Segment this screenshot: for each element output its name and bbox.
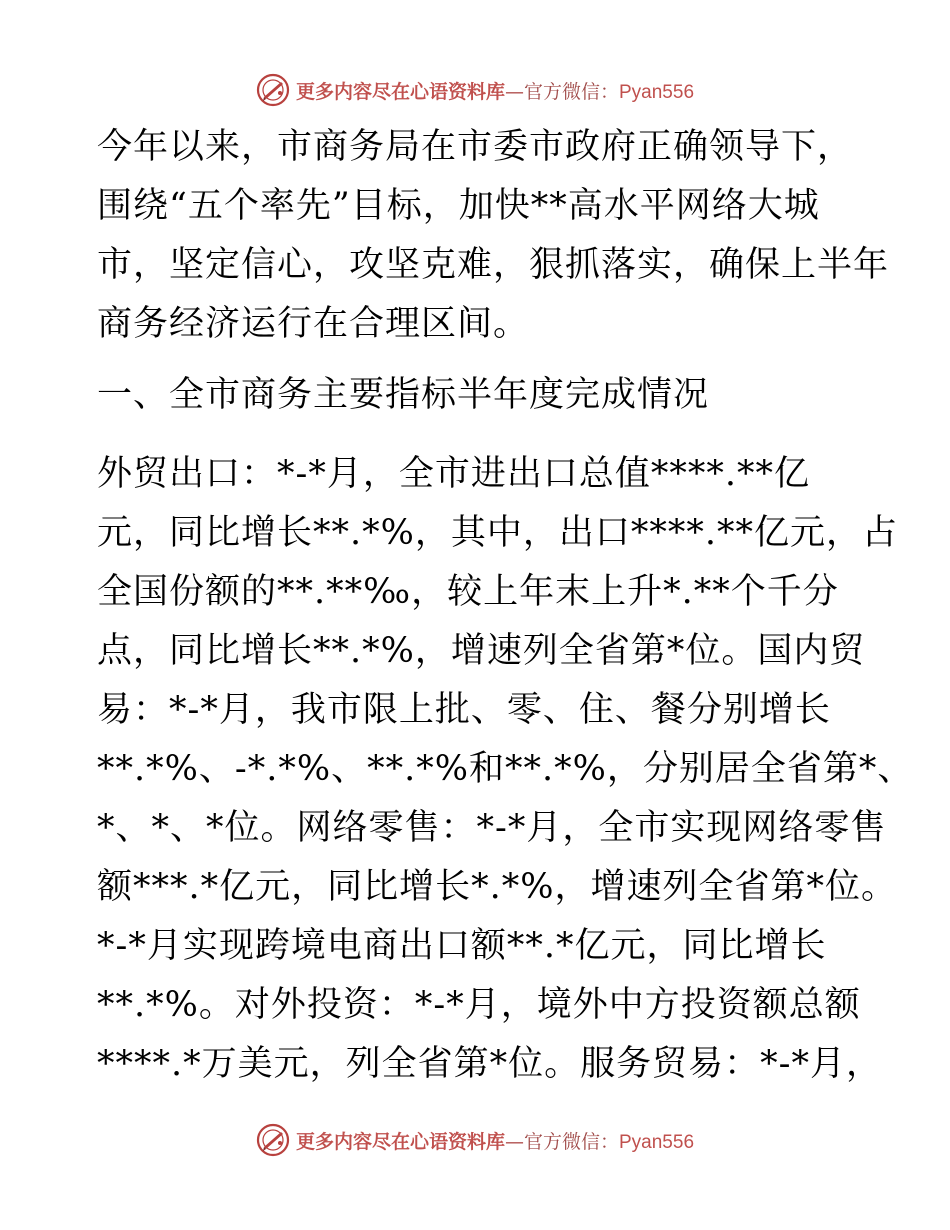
body-line: ****.*万美元，列全省第*位。服务贸易：*-*月， (97, 1044, 882, 1084)
intro-line: 围绕“五个率先”目标，加快**高水平网络大城 (97, 186, 820, 226)
watermark-wechat-id: Pyan556 (619, 81, 695, 103)
intro-line: 今年以来，市商务局在市委市政府正确领导下， (97, 127, 854, 167)
body-line: *、*、*位。网络零售：*-*月，全市实现网络零售 (97, 808, 887, 848)
body-line: 易：*-*月，我市限上批、零、住、餐分别增长 (97, 690, 831, 730)
watermark-dash: — (504, 1130, 524, 1153)
body-line: 全国份额的**.**‰，较上年末上升*.**个千分 (97, 572, 839, 612)
watermark-brand: 更多内容尽在心语资料库 (295, 80, 505, 103)
body-line: **.*%。对外投资：*-*月，境外中方投资额总额 (97, 985, 861, 1025)
intro-line: 商务经济运行在合理区间。 (97, 304, 530, 344)
body-line: **.*%、-*.*%、**.*%和**.*%，分别居全省第*、 (97, 749, 914, 789)
body-line: 点，同比增长**.*%，增速列全省第*位。国内贸 (97, 631, 866, 671)
header-watermark (0, 70, 950, 110)
watermark-wechat-id: Pyan556 (619, 1131, 695, 1153)
watermark-text (296, 1127, 694, 1154)
body-line: *-*月实现跨境电商出口额**.*亿元，同比增长 (97, 926, 827, 966)
body-paragraph (97, 445, 914, 1094)
body-line: 外贸出口：*-*月，全市进出口总值****.**亿 (97, 454, 810, 494)
document-body (97, 118, 914, 1094)
body-line: 额***.*亿元，同比增长*.*%，增速列全省第*位。 (97, 867, 898, 907)
watermark-wechat-label: 官方微信： (523, 1130, 619, 1153)
footer-watermark (0, 1120, 950, 1160)
section-heading: 一、全市商务主要指标半年度完成情况 (97, 375, 710, 415)
watermark-text (296, 77, 694, 104)
seal-logo-icon (256, 1123, 290, 1157)
seal-logo-icon (256, 73, 290, 107)
intro-line: 市，坚定信心，攻坚克难，狠抓落实，确保上半年 (97, 245, 890, 285)
watermark-dash: — (504, 80, 524, 103)
watermark-wechat-label: 官方微信： (523, 80, 619, 103)
intro-paragraph (97, 118, 890, 354)
watermark-brand: 更多内容尽在心语资料库 (295, 1130, 505, 1153)
body-line: 元，同比增长**.*%，其中，出口****.**亿元，占 (97, 513, 899, 553)
